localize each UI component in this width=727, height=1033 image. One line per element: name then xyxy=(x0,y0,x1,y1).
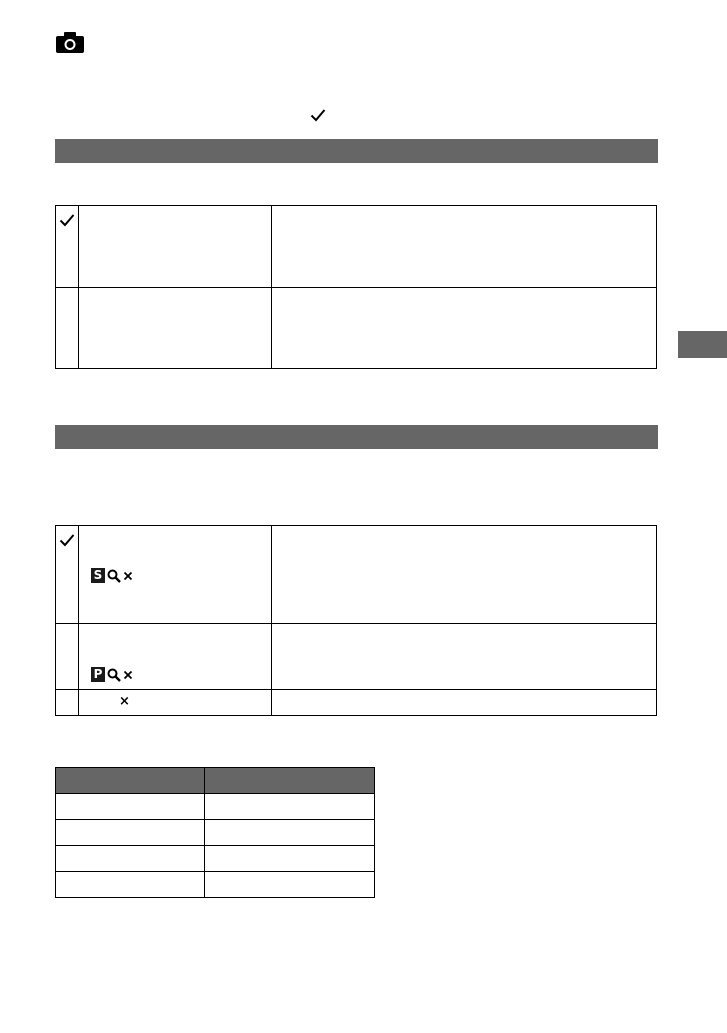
check-cell xyxy=(56,690,79,716)
checkmark-icon xyxy=(59,213,75,227)
camera-icon xyxy=(55,30,85,54)
option-description-cell xyxy=(272,206,657,288)
small-table xyxy=(55,767,375,898)
options-table-2 xyxy=(55,525,657,716)
table-header-row xyxy=(56,768,375,794)
table-row xyxy=(56,846,375,872)
option-name-cell xyxy=(79,690,272,716)
side-tab xyxy=(678,331,727,358)
table-row xyxy=(56,872,375,898)
table-cell xyxy=(56,872,205,898)
option-description-cell xyxy=(272,526,657,624)
table-row xyxy=(56,624,657,690)
option-name-cell xyxy=(79,624,272,690)
close-x-icon xyxy=(123,670,133,680)
table-row xyxy=(56,526,657,624)
checkmark-icon xyxy=(310,108,326,122)
options-table-1 xyxy=(55,205,657,369)
table-row xyxy=(56,690,657,716)
header-cell xyxy=(56,768,205,794)
option-name-cell xyxy=(79,288,272,369)
smart-zoom-s-icon: S xyxy=(91,568,133,583)
table-cell xyxy=(205,820,375,846)
section-header-2 xyxy=(55,425,658,449)
check-cell xyxy=(56,206,79,288)
option-name-cell xyxy=(79,206,272,288)
checkmark-icon xyxy=(59,533,75,547)
table-cell xyxy=(56,820,205,846)
table-cell xyxy=(205,794,375,820)
table-cell xyxy=(205,872,375,898)
precision-zoom-p-icon: P xyxy=(91,667,133,682)
magnifier-icon xyxy=(107,668,121,682)
option-description-cell xyxy=(272,690,657,716)
table-row xyxy=(56,206,657,288)
check-cell xyxy=(56,526,79,624)
header-cell xyxy=(205,768,375,794)
check-cell xyxy=(56,624,79,690)
table-row xyxy=(56,288,657,369)
option-description-cell xyxy=(272,624,657,690)
option-name-cell xyxy=(79,526,272,624)
close-x-icon xyxy=(123,571,133,581)
table-cell xyxy=(56,794,205,820)
option-description-cell xyxy=(272,288,657,369)
table-row xyxy=(56,794,375,820)
table-cell xyxy=(56,846,205,872)
magnifier-icon xyxy=(107,569,121,583)
check-cell xyxy=(56,288,79,369)
table-cell xyxy=(205,846,375,872)
section-header-1 xyxy=(55,139,658,163)
table-row xyxy=(56,820,375,846)
close-x-icon: × xyxy=(119,694,130,709)
